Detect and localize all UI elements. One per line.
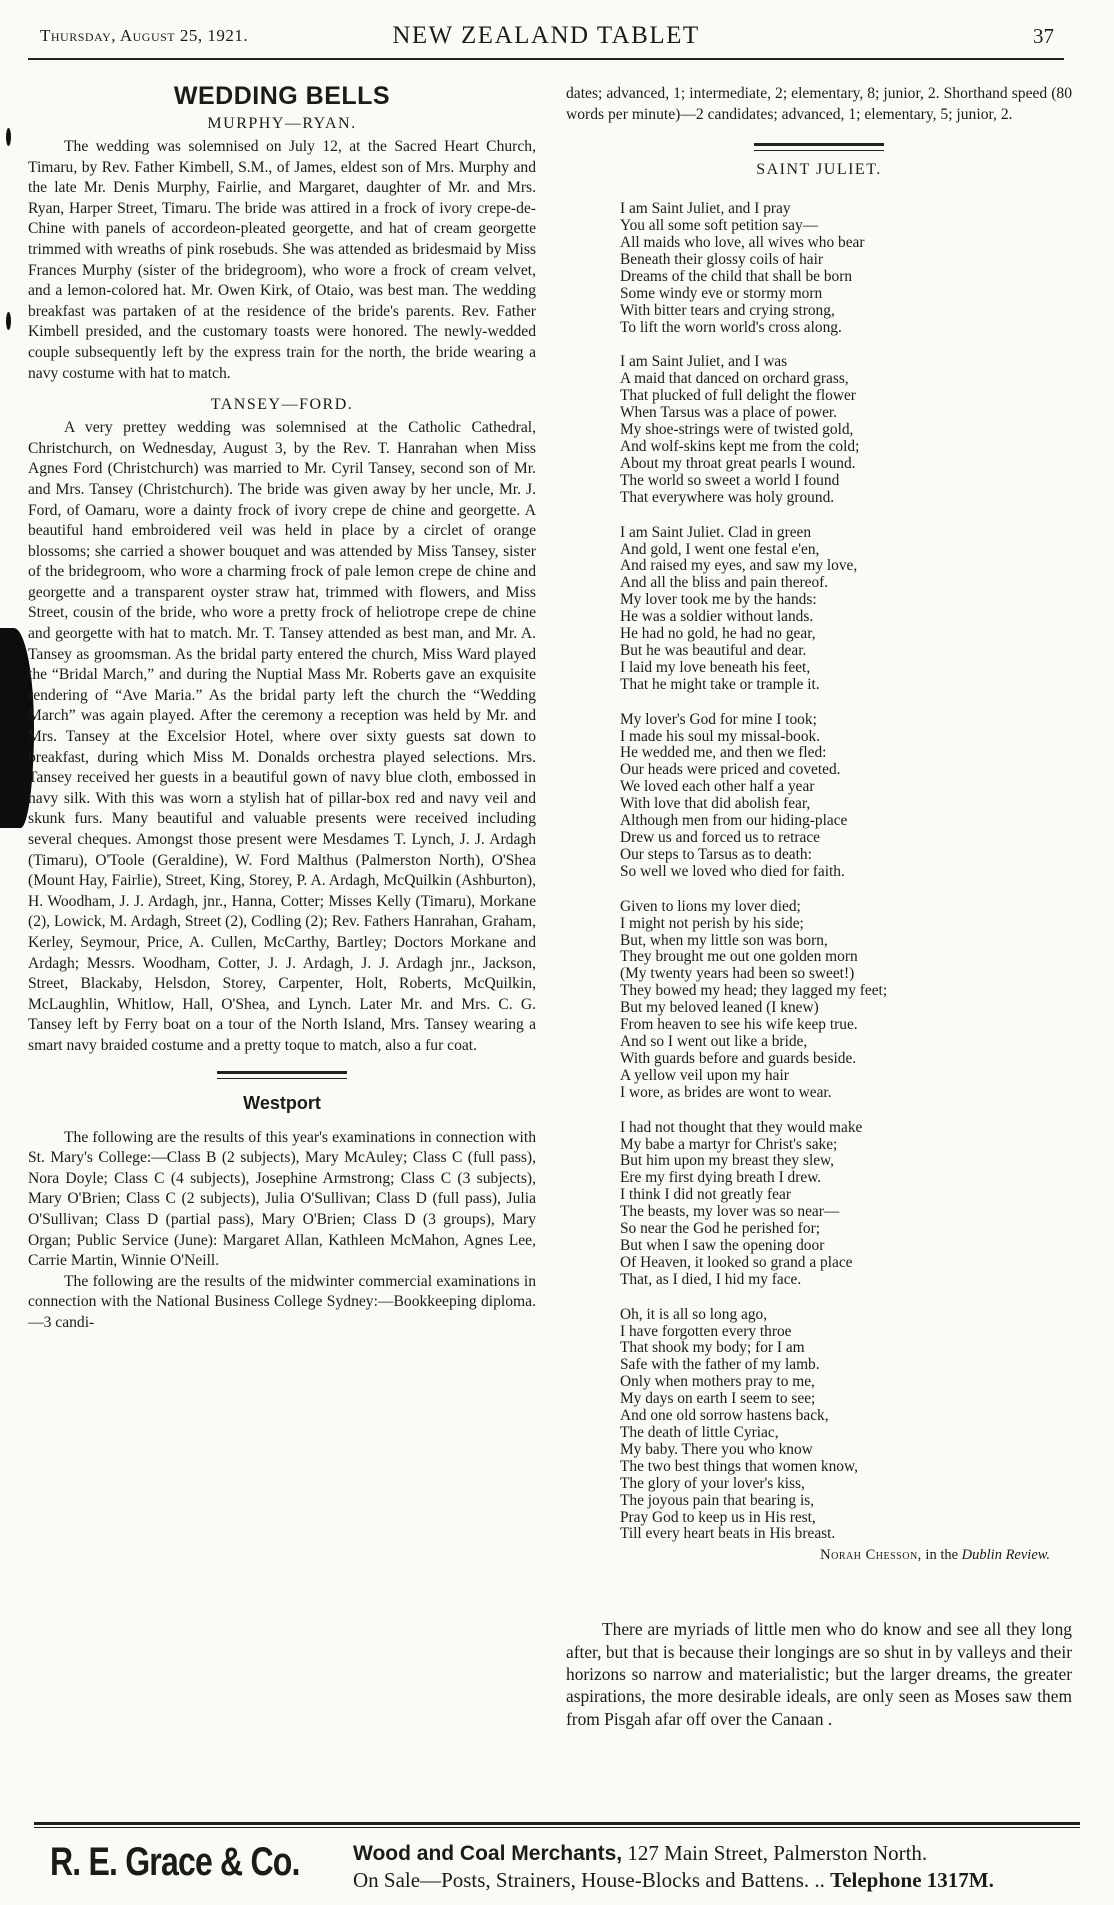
continued-paragraph: dates; advanced, 1; intermediate, 2; elementary, 8; junior, 2. Shorthand speed (80 words per minute)—2 candidates; advanced, 1; elementary, 5; junior, 2.: [566, 85, 1072, 123]
poem-line: But when I saw the opening door: [620, 1236, 825, 1254]
poem-source: Dublin Review.: [961, 1547, 1050, 1564]
poem-stanza: [620, 1307, 1072, 1544]
poem-line: Drew us and forced us to retrace: [620, 829, 820, 846]
poem-line: The death of little Cyriac,: [620, 1424, 779, 1441]
poem-author: Norah Chesson,: [820, 1547, 922, 1564]
article-body-tansey-ford: A very prettey wedding was solemnised at the Catholic Cathedral, Christchurch, on Wednesday, August 3, by the Rev. T. Hanrahan when Miss Agnes Ford (Christchurch) was married to Mr. Cyril Tansey, second son of Mr. and Mrs. Tansey (Christchurch). The bride was given away by her uncle, Mr. J. Ford, of Oamaru, wore a dainty frock of ivory crepe de chine and georgette. A beautiful hand embroidered veil was held in place by a circlet of orange blossoms; she carried a shower bouquet and was attended by Miss Tansey, sister of the bridegroom, who wore a charming frock of pale lemon crepe de chine and georgette and a transparent oyster straw hat, trimmed with flowers, and Miss Street, cousin of the bride, who wore a pretty frock of heliotrope crepe de chine and georgette with hat to match. Mr. T. Tansey attended as best man, and Mr. A. Tansey as groomsman. As the bridal party entered the church, Miss Ward played the “Bridal March,” and during the Nuptial Mass Mr. Roberts gave an exquisite rendering of “Ave Maria.” As the bridal party left the church the “Wedding March” was again played. After the ceremony a reception was held by Mr. and Mrs. Tansey at the Excelsior Hotel, where over sixty guests sat down to breakfast, during which Miss M. Donalds orchestra played selections. Mrs. Tansey received her guests in a beautiful gown of navy blue cloth, embossed in navy silk. With this was worn a stylish hat of pillar-box red and navy veil and skunk furs. Many beautiful and valuable presents were received including several cheques. Amongst those present were Mesdames T. Lynch, J. J. Ardagh (Timaru), O'Toole (Geraldine), W. Ford Malthus (Palmerston North), O'Shea (Mount Hay, Fairlie), Street, King, Storey, P. A. Ardagh, McQuilkin (Ashburton), H. Woodham, J. J. Ardagh, jnr., Hanna, Cotter; Misses Kelly (Timaru), Morkane (2), Lowick, M. Ardagh, Street (2), Codling (2); Rev. Fathers Hanrahan, Graham, Kerley, Seymour, Price, A. Cullen, McCarthy, Bartley; Doctors Morkane and Ardagh; Messrs. Woodham, Cotter, J. J. Ardagh, J. J. Ardagh jnr., Jackson, Street, Blackaby, Helsdon, Storey, Carpenter, Holt, Roberts, McQuilkin, McLaughlin, Whitlow, Hall, O'Shea, and Lynch. Later Mr. and Mrs. C. G. Tansey left by Ferry boat on a tour of the North Island, Mrs. Tansey wearing a smart navy braided costume and a pretty toque to match, also a fur coat.: [28, 419, 536, 1054]
poem-stanza: [620, 354, 1072, 506]
poem-source-prefix: in the: [925, 1547, 959, 1564]
poem-stanza: [620, 525, 1072, 694]
poem-line: But him upon my breast they slew,: [620, 1152, 835, 1170]
poem-line: To lift the worn world's cross along.: [620, 318, 842, 336]
poem-line: I made his soul my missal-book.: [620, 727, 821, 745]
poem-line: My baby. There you who know: [620, 1440, 813, 1458]
footer-rule: [34, 1827, 1080, 1828]
poem-stanza: [620, 712, 1072, 881]
poem-line: He wedded me, and then we fled:: [620, 744, 827, 762]
poem-attribution: [566, 1547, 1050, 1564]
poem-line: I wore, as brides are wont to wear.: [620, 1083, 832, 1101]
poem-line: My shoe-strings were of twisted gold,: [620, 421, 854, 439]
poem-line: But, when my little son was born,: [620, 931, 828, 949]
article-title-murphy-ryan: MURPHY—RYAN.: [207, 115, 357, 132]
poem-line: I had not thought that they would make: [620, 1118, 863, 1136]
poem-line: From heaven to see his wife keep true.: [620, 1016, 858, 1034]
poem-line: All maids who love, all wives who bear: [620, 234, 865, 251]
poem-line: Till every heart beats in His breast.: [620, 1525, 836, 1543]
poem-line: Oh, it is all so long ago,: [620, 1305, 768, 1323]
poem-line: And raised my eyes, and saw my love,: [620, 557, 858, 575]
poem-line: That he might take or trample it.: [620, 675, 820, 693]
poem-line: They brought me out one golden morn: [620, 948, 858, 966]
poem-line: So near the God he perished for;: [620, 1220, 821, 1238]
poem-line: And all the bliss and pain thereof.: [620, 574, 829, 592]
poem-line: A maid that danced on orchard grass,: [620, 370, 849, 388]
article-body-murphy-ryan: The wedding was solemnised on July 12, at the Sacred Heart Church, Timaru, by Rev. Father Kimbell, S.M., of James, eldest son of Mrs. Murphy and the late Mr. Denis Murphy, Fairlie, and Margaret, daughter of Mr. and Mrs. Ryan, Harper Street, Timaru. The bride was attired in a frock of ivory crepe-de-Chine with panels of accordeon-pleated georgette, and hat of cream georgette trimmed with wreaths of pink rosebuds. She was attended as bridesmaid by Miss Frances Murphy (sister of the bridegroom), who wore a frock of cream velvet, and a lemon-colored hat. Mr. Owen Kirk, of Otaio, was best man. The wedding breakfast was partaken of at the residence of the bride's parents. Rev. Father Kimbell presided, and the customary toasts were honored. The newly-wedded couple subsequently left by the express train for the north, the bride wearing a navy costume with hat to match.: [28, 138, 536, 382]
poem-line: Ere my first dying breath I drew.: [620, 1169, 822, 1187]
poem-line: The joyous pain that bearing is,: [620, 1491, 815, 1509]
advertiser-name: R. E. Grace & Co.: [50, 1840, 300, 1884]
poem-line: With love that did abolish fear,: [620, 795, 811, 813]
poem-line: Only when mothers pray to me,: [620, 1373, 815, 1391]
section-divider: [754, 143, 884, 151]
section-heading-wedding-bells: WEDDING BELLS: [173, 82, 391, 110]
advertiser-business: Wood and Coal Merchants,: [353, 1842, 623, 1865]
poem-line: That plucked of full delight the flower: [620, 387, 856, 405]
poem-line: He was a soldier without lands.: [620, 608, 814, 626]
advertisement-separator: ..: [814, 1868, 825, 1892]
poem-line: My babe a martyr for Christ's sake;: [620, 1135, 838, 1153]
poem-line: They bowed my head; they lagged my feet;: [620, 982, 888, 1000]
footer-rule: [34, 1822, 1080, 1825]
poem-line: The two best things that women know,: [620, 1457, 858, 1475]
poem-line: But my beloved leaned (I knew): [620, 999, 819, 1017]
poem-body: [620, 201, 1072, 1543]
advertiser-address: 127 Main Street, Palmerston North.: [627, 1841, 928, 1865]
poem-line: And one old sorrow hastens back,: [620, 1407, 829, 1425]
poem-line: My days on earth I seem to see;: [620, 1390, 816, 1408]
poem-line: Dreams of the child that shall be born: [620, 267, 853, 285]
poem-line: I laid my love beneath his feet,: [620, 658, 811, 676]
poem-line: Of Heaven, it looked so grand a place: [620, 1253, 853, 1271]
poem-line: The world so sweet a world I found: [620, 471, 840, 489]
article-title-tansey-ford: TANSEY—FORD.: [210, 396, 354, 414]
poem-line: I have forgotten every throe: [620, 1322, 792, 1340]
poem-line: Our steps to Tarsus as to death:: [620, 845, 812, 863]
poem-line: Safe with the father of my lamb.: [620, 1356, 820, 1374]
poem-line: But he was beautiful and dear.: [620, 641, 807, 659]
advertiser-telephone: Telephone 1317M.: [830, 1868, 994, 1892]
masthead: [28, 18, 1064, 60]
poem-title: SAINT JULIET.: [756, 161, 882, 179]
poem-line: That shook my body; for I am: [620, 1339, 805, 1357]
page-number: 37: [1033, 24, 1054, 48]
issue-date: Thursday, August 25, 1921.: [40, 26, 249, 45]
poem-stanza: [620, 1120, 1072, 1289]
poem-line: Although men from our hiding-place: [620, 812, 848, 830]
poem-line: Given to lions my lover died;: [620, 897, 801, 915]
poem-line: The glory of your lover's kiss,: [620, 1474, 805, 1492]
poem-line: Pray God to keep us in His rest,: [620, 1508, 816, 1526]
poem-line: And wolf-skins kept me from the cold;: [620, 437, 860, 455]
poem-line: We loved each other half a year: [620, 778, 815, 796]
poem-line: When Tarsus was a place of power.: [620, 404, 838, 422]
poem-line: With bitter tears and crying strong,: [620, 301, 835, 319]
publication-title: NEW ZEALAND TABLET: [392, 22, 700, 49]
poem-line: I am Saint Juliet, and I was: [620, 353, 788, 371]
closing-paragraph: There are myriads of little men who do know and see all they long after, but that is because their longings are so shut in by valleys and their horizons so narrow and materialistic; but the larger dreams, the greater aspirations, the more desirable ideals, are only seen as Moses saw them from Pisgah afar off over the Canaan .: [566, 1619, 1072, 1729]
poem-line: I am Saint Juliet. Clad in green: [620, 523, 812, 541]
poem-line: My lover took me by the hands:: [620, 591, 817, 609]
section-heading-westport: Westport: [243, 1092, 321, 1113]
poem-line: I am Saint Juliet, and I pray: [620, 200, 791, 218]
right-column: [566, 84, 1072, 1730]
poem-line: My lover's God for mine I took;: [620, 710, 817, 728]
margin-mark: [6, 312, 11, 330]
advertisement-on-sale: On Sale—Posts, Strainers, House-Blocks and Battens.: [353, 1868, 810, 1892]
section-divider: [217, 1071, 347, 1079]
poem-line: I think I did not greatly fear: [620, 1186, 791, 1204]
westport-paragraph: The following are the results of the midwinter commercial examinations in connection with the National Business College Sydney:—Bookkeeping diploma.—3 candi-: [28, 1272, 536, 1331]
poem-line: And gold, I went one festal e'en,: [620, 540, 820, 558]
poem-line: A yellow veil upon my hair: [620, 1066, 789, 1084]
poem-line: Beneath their glossy coils of hair: [620, 250, 824, 268]
poem-line: The beasts, my lover was so near—: [620, 1203, 840, 1221]
poem-stanza: [620, 201, 1072, 336]
poem-line: That everywhere was holy ground.: [620, 488, 835, 506]
poem-stanza: [620, 899, 1072, 1102]
left-column: [28, 82, 536, 1333]
advertisement-line-1: [353, 1841, 927, 1866]
westport-paragraph: The following are the results of this year's examinations in connection with St. Mary's College:—Class B (2 subjects), Mary McAuley; Class C (full pass), Nora Doyle; Class C (4 subjects), Josephine Armstrong; Class C (3 subjects), Mary O'Brien; Class C (2 subjects), Julia O'Sullivan; Class D (full pass), Julia O'Sullivan; Class D (partial pass), Mary O'Brien; Class D (3 groups), Mary Organ; Public Service (June): Margaret Allan, Kathleen McMahon, Agnes Lee, Carrie Martin, Winnie O'Neill.: [28, 1128, 536, 1270]
poem-line: That, as I died, I hid my face.: [620, 1270, 802, 1288]
poem-line: About my throat great pearls I wound.: [620, 454, 856, 472]
poem-line: And so I went out like a bride,: [620, 1032, 808, 1050]
poem-line: So well we loved who died for faith.: [620, 862, 845, 880]
poem-line: Our heads were priced and coveted.: [620, 761, 841, 779]
poem-line: (My twenty years had been so sweet!): [620, 965, 855, 983]
poem-line: Some windy eve or stormy morn: [620, 284, 823, 302]
poem-line: With guards before and guards beside.: [620, 1049, 857, 1067]
poem-line: I might not perish by his side;: [620, 914, 804, 932]
poem-line: You all some soft petition say—: [620, 217, 819, 235]
poem-line: He had no gold, he had no gear,: [620, 625, 816, 643]
margin-mark: [6, 128, 11, 146]
advertisement-line-2: [353, 1868, 994, 1893]
